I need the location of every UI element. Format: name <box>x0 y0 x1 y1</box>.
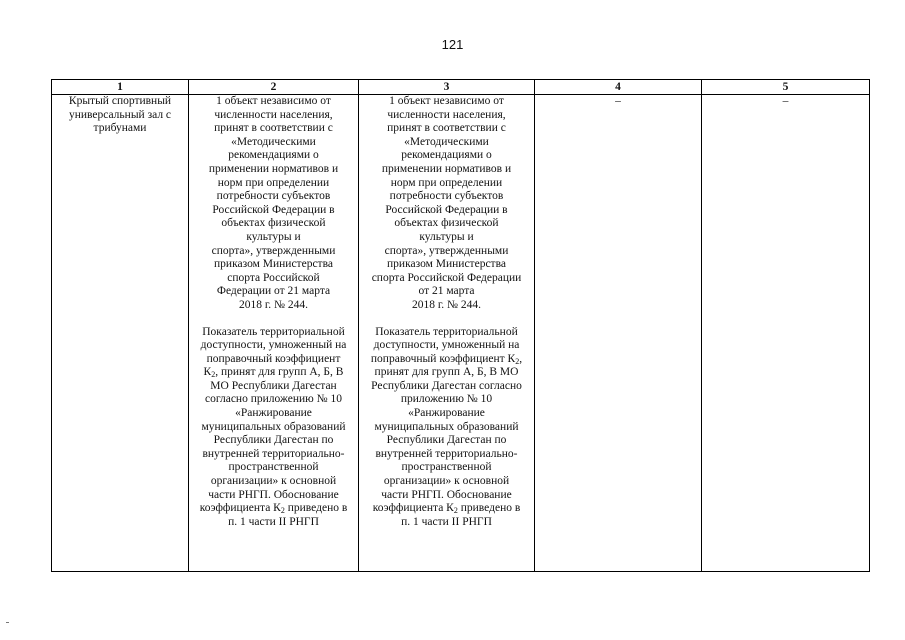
object-name-cell <box>52 95 189 572</box>
paragraph-gap <box>192 313 355 326</box>
coefficient-subscript: 2 <box>211 370 216 380</box>
col3-text-part-b: , принят для групп А, Б, В МО Республики Дагестан согласно приложению № 10 «Ранжирование муниципальных образований Республики Дагестан по внутренней территориально- пространственной организации» к основной части РНГП. Обоснование коэффициента К <box>371 352 523 515</box>
col2-accessibility-text <box>192 326 355 530</box>
norms-table <box>51 79 870 572</box>
page-number: 121 <box>441 37 464 52</box>
paragraph-gap <box>362 313 531 326</box>
coefficient-subscript: 2 <box>515 356 520 366</box>
col3-text-part-a: Показатель территориальной доступности, умноженный на поправочный коэффициент К <box>370 325 520 365</box>
table-row <box>52 95 870 572</box>
col3-cell <box>359 95 535 572</box>
table-header-row <box>52 80 870 95</box>
column-header-1: 1 <box>52 80 189 95</box>
col2-text-part-c: приведено в п. 1 части II РНГП <box>228 502 348 528</box>
object-name: Крытый спортивный универсальный зал с трибунами <box>68 95 172 135</box>
scan-mark <box>6 622 9 623</box>
col4-dash: – <box>615 95 621 107</box>
col3-text-part-c: приведено в п. 1 части II РНГП <box>401 502 521 528</box>
col2-cell <box>189 95 359 572</box>
col5-cell <box>702 95 870 572</box>
column-header-4: 4 <box>535 80 702 95</box>
col3-basis-text: 1 объект независимо от численности населения, принят в соответствии с «Методическими рекомендациями о применении нормативов и норм при определении потребности субъектов Российской Федерации в объектах физической культуры и спорта», утвержденными приказом Министерства спорта Российской Федерации от 21 марта 2018 г. № 244. <box>371 95 522 311</box>
col2-basis-text: 1 объект независимо от численности населения, принят в соответствии с «Методическими рекомендациями о применении нормативов и норм при определении потребности субъектов Российской Федерации в объектах физической культуры и спорта», утвержденными приказом Министерства спорта Российской Федерации от 21 марта 2018 г. № 244. <box>208 95 339 311</box>
coefficient-subscript: 2 <box>453 506 458 516</box>
column-header-3: 3 <box>359 80 535 95</box>
col2-text-part-a: Показатель территориальной доступности, умноженный на поправочный коэффициент К <box>200 325 347 379</box>
coefficient-subscript: 2 <box>280 506 285 516</box>
column-header-5: 5 <box>702 80 870 95</box>
col5-dash: – <box>782 95 789 107</box>
column-header-2: 2 <box>189 80 359 95</box>
col2-text-part-b: , принят для групп А, Б, В МО Республики Дагестан согласно приложению № 10 «Ранжирование муниципальных образований Республики Дагестан по внутренней территориально- пространственной организации» к основной части РНГП. Обоснование коэффициента К <box>199 366 346 515</box>
col3-accessibility-text <box>362 326 531 530</box>
col4-cell <box>535 95 702 572</box>
